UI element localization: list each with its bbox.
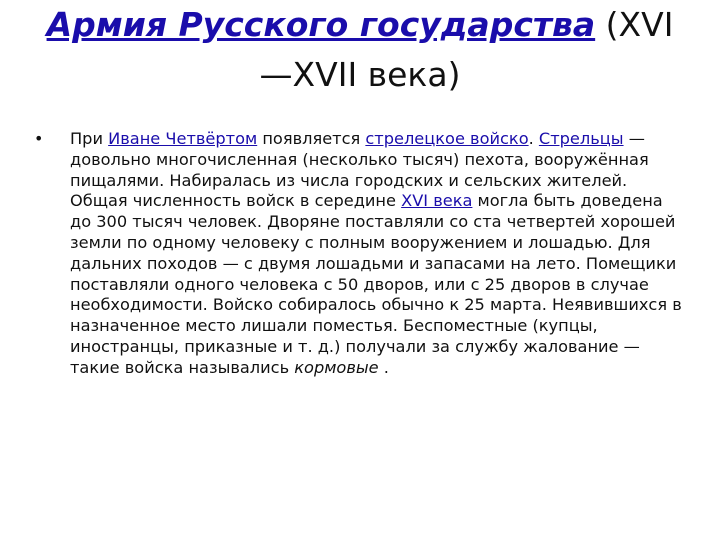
slide-title: [40, 0, 680, 100]
text-run: появляется: [257, 129, 366, 148]
text-run: .: [528, 129, 539, 148]
title-suffix: (XVI: [595, 5, 674, 44]
bullet-item: [34, 129, 684, 379]
link-16th-century[interactable]: XVI века: [401, 191, 473, 211]
title-link[interactable]: Армия Русского государства: [46, 5, 596, 44]
link-ivan-iv[interactable]: Иване Четвёртом: [108, 129, 258, 148]
link-streltsy[interactable]: Стрельцы: [538, 129, 624, 148]
slide-body: [34, 129, 684, 379]
text-run: — довольно многочисленная (несколько тысяч) пехота, вооружённая пищалями. Набиралась из числа городских и сельских жителей. Общая численность войск в середине: [70, 129, 649, 211]
text-run: При: [70, 129, 109, 148]
text-run: .: [378, 357, 389, 377]
link-streltsy-army[interactable]: стрелецкое войско: [365, 129, 529, 148]
italic-term: кормовые: [294, 357, 379, 377]
body-paragraph: [70, 129, 684, 379]
text-run: могла быть доведена до 300 тысяч человек. Дворяне поставляли со ста четвертей хорошей земли по одному человеку с полным вооружением и лошадью. Для дальних походов — с двумя лошадьми и запасами на лето. Помещики поставляли одного человека с 50 дворов, или с 25 дворов в случае необходимости. Войско собиралось обычно к 25 марта. Неявившихся в назначенное место лишали поместья. Беспоместные (купцы, иностранцы, приказные и т. д.) получали за службу жалование — такие войска назывались: [70, 191, 682, 377]
bullet-marker: •: [34, 129, 44, 148]
title-line-2: —XVII века): [259, 55, 461, 94]
